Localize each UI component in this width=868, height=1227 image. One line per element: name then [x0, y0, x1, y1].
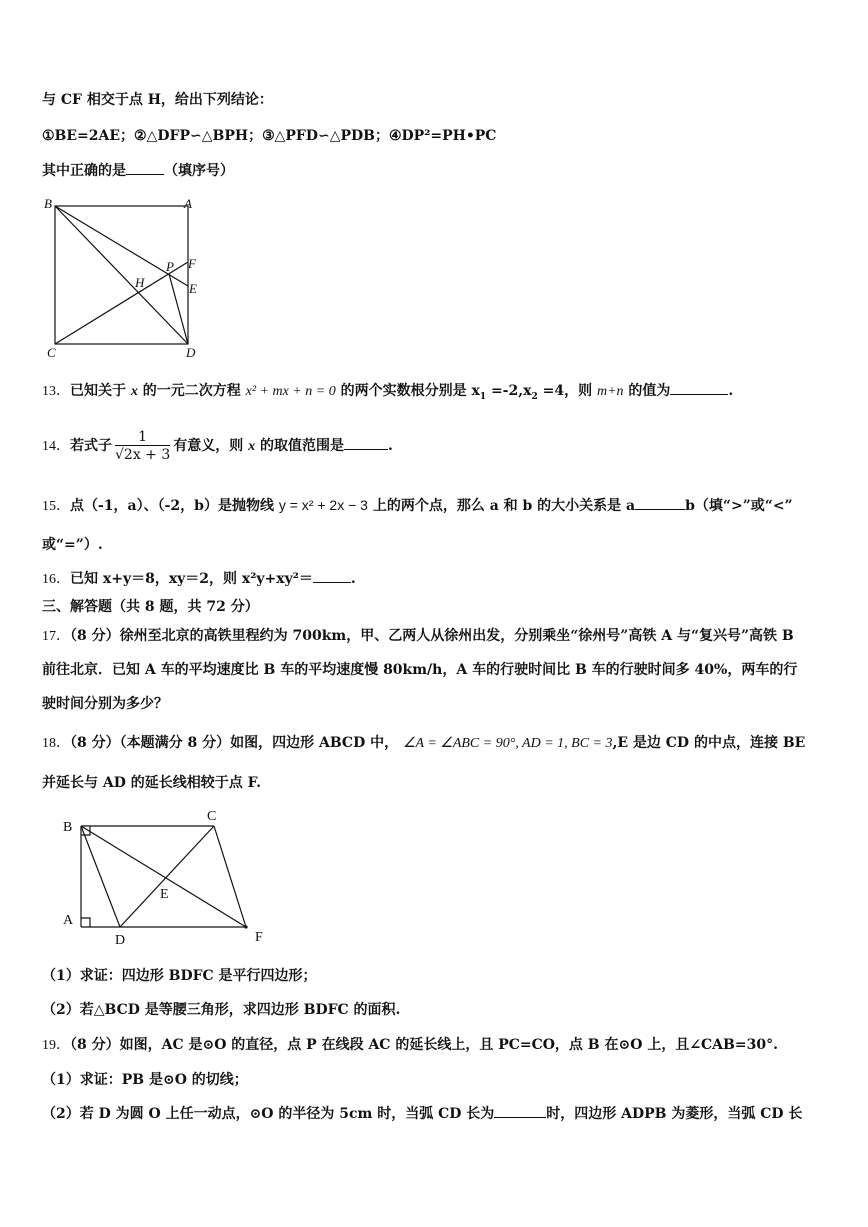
line-bf	[81, 826, 246, 927]
right-angle-a	[81, 918, 90, 927]
q18-line1: 18．（8 分）（本题满分 8 分）如图，四边形 ABCD 中， ∠A = ∠ABC = 90°, AD = 1, BC = 3,E 是边 CD 的中点，连接 BE	[42, 735, 806, 751]
q19-sub2: （2）若 D 为圆 O 上任一动点，⊙O 的半径为 5cm 时，当弧 CD 长为 时，四边形 ADPB 为菱形，当弧 CD 长	[42, 1103, 802, 1124]
answer-blank[interactable]	[494, 1103, 546, 1118]
q15-equation: y = x² + 2x − 3	[278, 497, 368, 513]
label-a: A	[63, 913, 74, 928]
q18-sub2: （2）若△BCD 是等腰三角形，求四边形 BDFC 的面积.	[42, 1002, 401, 1018]
q16: 16．已知 x+y＝8，xy＝2，则 x²y+xy²＝ .	[42, 568, 356, 590]
label-d: D	[186, 345, 196, 360]
q15-line1: 15．点（-1，a）、（-2，b）是抛物线 y = x² + 2x − 3 上的两个点，那么 a 和 b 的大小关系是 a b（填“>”或“<”	[42, 497, 793, 514]
label-e: E	[160, 887, 169, 902]
q17-line2: 前往北京．已知 A 车的平均速度比 B 车的平均速度慢 80km/h，A 车的行驶时间比 B 车的行驶时间多 40%，两车的行	[42, 662, 798, 678]
label-a: A	[184, 196, 192, 211]
label-b: B	[63, 820, 73, 835]
q12-line1: 与 CF 相交于点 H，给出下列结论：	[42, 92, 273, 108]
label-b: B	[44, 196, 52, 211]
q13: 13．已知关于 x 的一元二次方程 x² + mx + n = 0 的两个实数根分别是 $x_1 =-2,x_2 =4$，则 m+n 的值为 .	[42, 380, 733, 407]
q14: 14．若式子 $\frac{1}{√2x + 3}$ 有意义，则 x 的取值范围是 .	[42, 428, 393, 463]
q12-conclusions: ①BE=2AE；②△DFP∽△BPH；③△PFD∽△PDB；④DP²=PH•PC	[42, 128, 497, 144]
label-d: D	[115, 933, 126, 948]
q12-answer-line: 其中正确的是 （填序号）	[42, 160, 234, 181]
label-f: F	[188, 256, 196, 271]
q17-line3: 驶时间分别为多少？	[42, 696, 168, 712]
q19-sub1: （1）求证：PB 是⊙O 的切线；	[42, 1072, 248, 1088]
q17-line1: 17．（8 分）徐州至北京的高铁里程约为 700km，甲、乙两人从徐州出发，分别乘坐“徐州号”高铁 A 与“复兴号”高铁 B	[42, 628, 794, 644]
side-cf	[214, 826, 246, 927]
side-cd	[120, 826, 214, 927]
label-c: C	[47, 345, 56, 360]
q19-line1: 19．（8 分）如图，AC 是⊙O 的直径，点 P 在线段 AC 的延长线上，且 PC=CO，点 B 在⊙O 上，且∠CAB=30°.	[42, 1037, 778, 1053]
q18-line2: 并延长与 AD 的延长线相较于点 F.	[42, 775, 262, 791]
label-p: P	[166, 259, 174, 274]
q13-equation: x² + mx + n = 0	[245, 384, 336, 399]
answer-blank[interactable]	[313, 568, 351, 583]
q12-figure	[40, 192, 215, 362]
section-heading: 三、解答题（共 8 题，共 72 分）	[42, 599, 259, 615]
answer-blank[interactable]	[344, 435, 388, 450]
q18-condition: ∠A = ∠ABC = 90°, AD = 1, BC = 3	[402, 736, 613, 751]
point-f	[244, 925, 247, 928]
q18-sub1: （1）求证：四边形 BDFC 是平行四边形；	[42, 968, 317, 984]
q18-figure	[55, 802, 275, 950]
line-bd	[81, 826, 120, 927]
label-h: H	[135, 275, 145, 290]
answer-blank[interactable]	[126, 160, 164, 175]
label-c: C	[207, 809, 217, 824]
answer-blank[interactable]	[670, 380, 728, 395]
q14-fraction: $\frac{1}{√2x + 3}$	[115, 428, 171, 463]
answer-blank[interactable]	[635, 495, 685, 510]
label-e: E	[189, 281, 197, 296]
label-f: F	[255, 930, 263, 945]
q15-line2: 或“=”）.	[42, 537, 103, 553]
